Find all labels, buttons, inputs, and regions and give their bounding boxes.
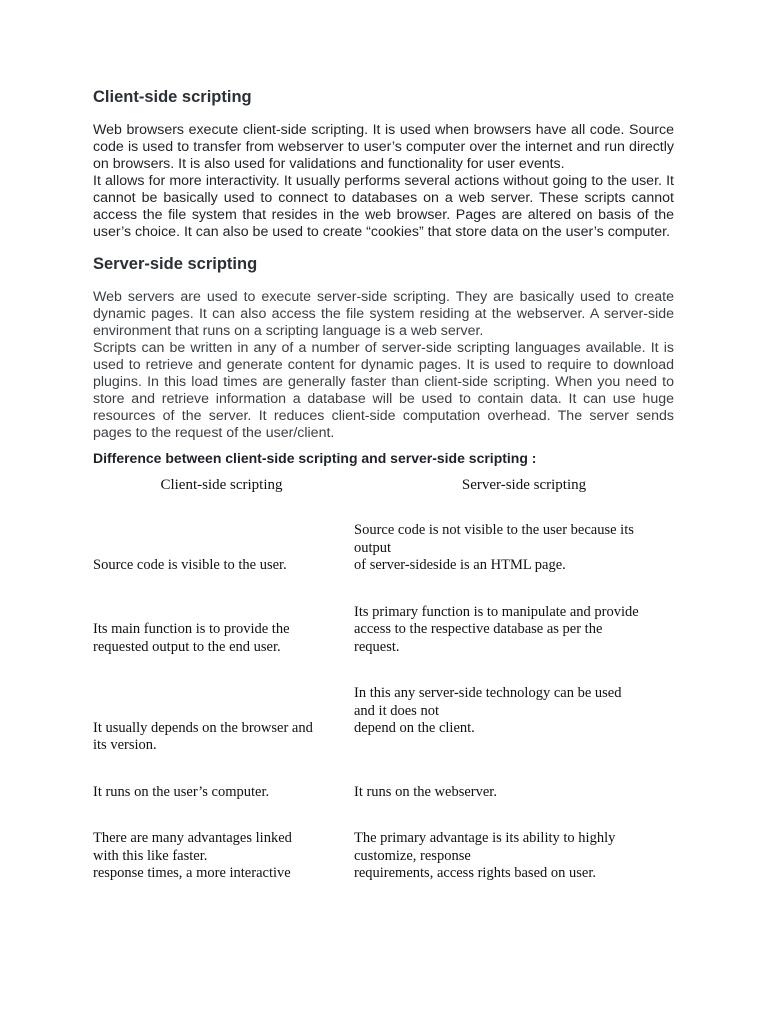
cell-line: and it does not <box>354 702 439 719</box>
comparison-table <box>93 476 678 883</box>
cell-line: It runs on the webserver. <box>354 783 497 800</box>
client-side-paragraph-1: Web browsers execute client-side scripting. It is used when browsers have all code. Source code is used to transfer from webserver to user’s computer over the internet and run directly on browsers. It is also used for validations and functionality for user events. <box>93 122 674 172</box>
cell-line: of server-sideside is an HTML page. <box>354 557 566 573</box>
cell-line: with this like faster. <box>93 847 208 864</box>
cell-line: response times, a more interactive <box>93 865 291 881</box>
server-cell <box>350 685 678 784</box>
table-row <box>93 604 678 686</box>
client-side-paragraph-2: It allows for more interactivity. It usually performs several actions without going to the user. It cannot be basically used to connect to databases on a web server. These scripts cannot access the file system that resides in the web browser. Pages are altered on basis of the user’s choice. It can also be used to create “cookies” that store data on the user’s computer. <box>93 173 674 240</box>
difference-title: Difference between client-side scripting and server-side scripting : <box>93 450 537 466</box>
cell-line: requested output to the end user. <box>93 638 281 655</box>
client-cell <box>93 604 350 686</box>
client-side-column-header: Client-side scripting <box>160 477 283 493</box>
cell-line: requirements, access rights based on user. <box>354 865 596 881</box>
cell-line: It runs on the user’s computer. <box>93 783 270 800</box>
server-side-paragraph-2: Scripts can be written in any of a number of server-side scripting languages available. It is used to retrieve and generate content for dynamic pages. It is used to require to download plugins. In this load times are generally faster than client-side scripting. When you need to store and retrieve information a database will be used to contain data. It can use huge resources of the server. It reduces client-side computation overhead. The server sends pages to the request of the user/client. <box>93 340 674 441</box>
cell-line: Its main function is to provide the <box>93 621 290 637</box>
cell-line: Its primary function is to manipulate and provide <box>354 603 639 620</box>
cell-line: depend on the client. <box>354 720 475 736</box>
client-cell <box>93 685 350 784</box>
table-row <box>93 830 678 883</box>
server-side-heading: Server-side scripting <box>93 255 258 273</box>
client-cell <box>93 784 350 831</box>
server-cell <box>350 784 678 831</box>
cell-line: access to the respective database as per the <box>354 621 603 637</box>
cell-line: Source code is visible to the user. <box>93 557 287 573</box>
server-cell <box>350 830 678 883</box>
cell-line: In this any server-side technology can be used <box>354 685 622 701</box>
cell-line: customize, response <box>354 847 471 864</box>
cell-line: its version. <box>93 737 157 753</box>
server-cell <box>350 522 678 604</box>
server-cell <box>350 604 678 686</box>
server-side-paragraph-1: Web servers are used to execute server-side scripting. They are basically used to create dynamic pages. It can also access the file system residing at the webserver. A server-side environment that runs on a scripting language is a web server. <box>93 289 674 339</box>
server-side-column-header: Server-side scripting <box>461 477 587 493</box>
cell-line: output <box>354 539 392 556</box>
table-row <box>93 685 678 784</box>
comparison-header-row <box>93 476 678 522</box>
cell-line: Source code is not visible to the user because its <box>354 522 634 538</box>
table-row <box>93 522 678 604</box>
client-cell <box>93 830 350 883</box>
client-cell <box>93 522 350 604</box>
cell-line: request. <box>354 638 400 655</box>
table-row <box>93 784 678 831</box>
client-side-heading: Client-side scripting <box>93 88 252 106</box>
cell-line: There are many advantages linked <box>93 830 292 846</box>
cell-line: It usually depends on the browser and <box>93 719 313 736</box>
cell-line: The primary advantage is its ability to highly <box>354 830 616 846</box>
